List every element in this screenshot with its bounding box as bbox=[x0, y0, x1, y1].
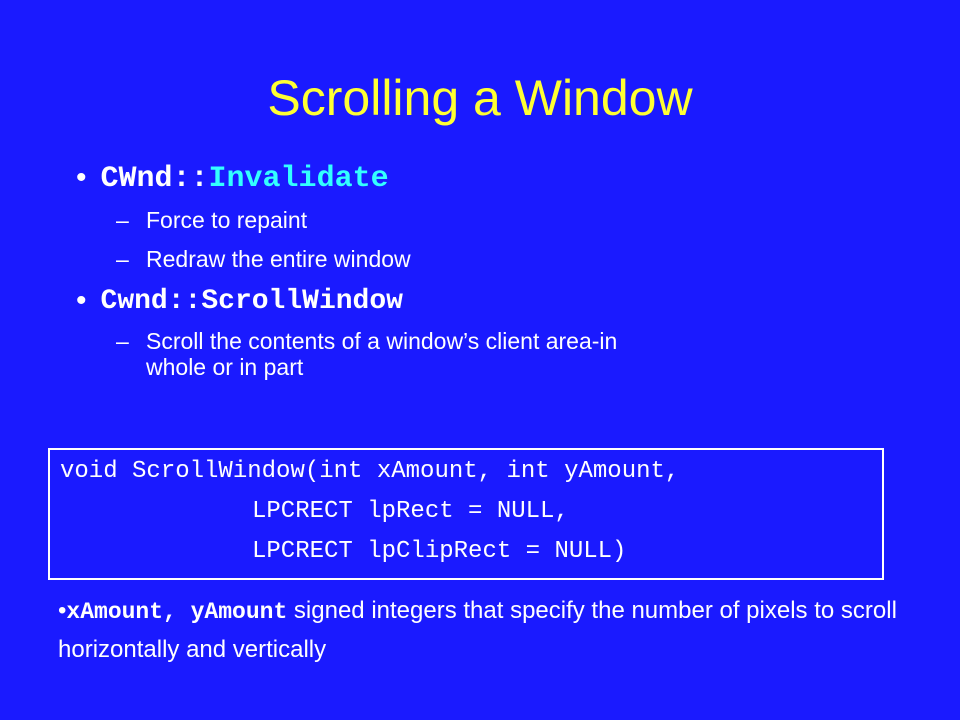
subitem-text-line2: whole or in part bbox=[146, 354, 304, 380]
subitem-text: Redraw the entire window bbox=[146, 246, 411, 272]
bullet-scrollwindow bbox=[76, 283, 403, 318]
method-name: Invalidate bbox=[208, 162, 389, 196]
subitem-redraw bbox=[116, 246, 411, 272]
dash-marker: – bbox=[116, 328, 129, 354]
parameter-note bbox=[58, 592, 918, 669]
subitem-text: Force to repaint bbox=[146, 207, 308, 233]
slide-title: Scrolling a Window bbox=[267, 70, 693, 126]
code-block bbox=[48, 448, 884, 580]
bullet-marker: • bbox=[76, 283, 87, 317]
class-name: CWnd:: bbox=[100, 162, 209, 196]
subitem-text-line1: Scroll the contents of a window’s client area-in bbox=[146, 328, 618, 354]
param-names: xAmount, yAmount bbox=[66, 599, 288, 625]
code-line-2: LPCRECT lpRect = NULL, bbox=[252, 498, 569, 525]
dash-marker: – bbox=[116, 246, 129, 272]
bullet-marker: • bbox=[76, 161, 87, 195]
code-line-3: LPCRECT lpClipRect = NULL) bbox=[252, 538, 627, 565]
param-description: signed integers that specify the number of pixels to scroll horizontally and vertically bbox=[58, 597, 897, 663]
code-scrollwindow: Cwnd::ScrollWindow bbox=[100, 286, 403, 317]
dash-marker: – bbox=[116, 207, 129, 233]
bullet-invalidate bbox=[76, 160, 389, 196]
code-line-1: void ScrollWindow(int xAmount, int yAmount, bbox=[60, 458, 680, 485]
subitem-force-repaint bbox=[116, 207, 307, 233]
bullet-marker: • bbox=[58, 597, 67, 624]
subitem-scroll-contents bbox=[116, 328, 836, 380]
